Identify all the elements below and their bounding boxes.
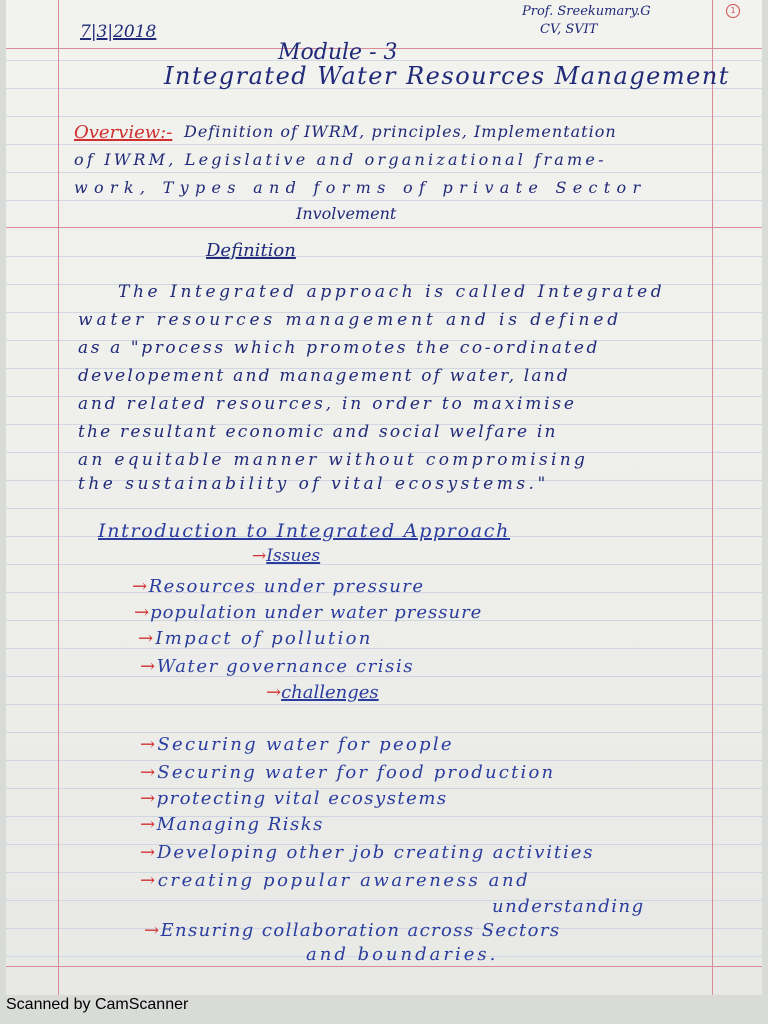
arrow-icon: → <box>144 920 161 941</box>
definition-line-3: as a "process which promotes the co-ordinated <box>78 338 601 358</box>
definition-line-5: and related resources, in order to maximise <box>78 394 577 414</box>
arrow-icon: → <box>140 656 157 677</box>
challenges-heading: →challenges <box>266 682 379 703</box>
bottom-margin-line <box>6 966 762 967</box>
issue-item-4: →Water governance crisis <box>140 656 415 677</box>
challenge-item-4: →Managing Risks <box>140 814 324 835</box>
module-heading: Module - 3 <box>278 40 398 65</box>
author-dept: CV, SVIT <box>540 22 598 37</box>
definition-line-6: the resultant economic and social welfare in <box>78 422 558 442</box>
definition-line-4: developement and management of water, land <box>78 366 570 386</box>
arrow-icon: → <box>140 814 157 835</box>
definition-line-2: water resources management and is defined <box>78 310 623 330</box>
challenge-item-1: →Securing water for people <box>140 734 454 755</box>
notebook-page <box>6 0 762 995</box>
section-divider-line <box>6 227 762 228</box>
arrow-icon: → <box>140 788 157 809</box>
arrow-icon: → <box>138 628 156 649</box>
definition-line-8: the sustainability of vital ecosystems." <box>78 474 549 494</box>
arrow-icon: → <box>134 602 151 623</box>
challenge-item-6-continued: understanding <box>492 896 645 917</box>
challenge-item-7-continued: and boundaries. <box>306 944 499 965</box>
overview-label: Overview:- <box>74 122 173 143</box>
overview-line-2: of IWRM, Legislative and organizational frame- <box>74 150 607 169</box>
definition-heading: Definition <box>206 240 296 261</box>
date: 7|3|2018 <box>80 22 157 42</box>
overview-line-4: Involvement <box>296 204 397 223</box>
scanner-watermark: Scanned by CamScanner <box>6 996 189 1013</box>
author-name: Prof. Sreekumary.G <box>522 4 651 19</box>
right-margin-line <box>712 0 713 995</box>
overview-line-3: work, Types and forms of private Sector <box>74 178 647 197</box>
arrow-icon: → <box>252 546 267 566</box>
challenge-item-3: →protecting vital ecosystems <box>140 788 448 809</box>
arrow-icon: → <box>140 842 157 863</box>
page-title: Integrated Water Resources Management <box>164 62 730 90</box>
arrow-icon: → <box>266 682 282 703</box>
definition-line-7: an equitable manner without compromising <box>78 450 589 470</box>
introduction-heading: Introduction to Integrated Approach <box>98 520 511 542</box>
challenge-item-5: →Developing other job creating activities <box>140 842 595 863</box>
page-number-mark: 1 <box>726 4 740 18</box>
issue-item-3: →Impact of pollution <box>138 628 373 649</box>
challenge-item-2: →Securing water for food production <box>140 762 556 783</box>
challenge-item-6: →creating popular awareness and <box>140 870 531 891</box>
overview-line-1: Definition of IWRM, principles, Implementation <box>184 122 617 141</box>
issue-item-1: →Resources under pressure <box>132 576 425 597</box>
arrow-icon: → <box>132 576 149 597</box>
issues-heading: →Issues <box>252 546 321 566</box>
challenge-item-7: →Ensuring collaboration across Sectors <box>144 920 561 941</box>
arrow-icon: → <box>140 734 158 755</box>
left-margin-line <box>58 0 59 995</box>
arrow-icon: → <box>140 762 158 783</box>
definition-line-1: The Integrated approach is called Integrated <box>118 282 666 302</box>
arrow-icon: → <box>140 870 158 891</box>
issue-item-2: →population under water pressure <box>134 602 483 623</box>
